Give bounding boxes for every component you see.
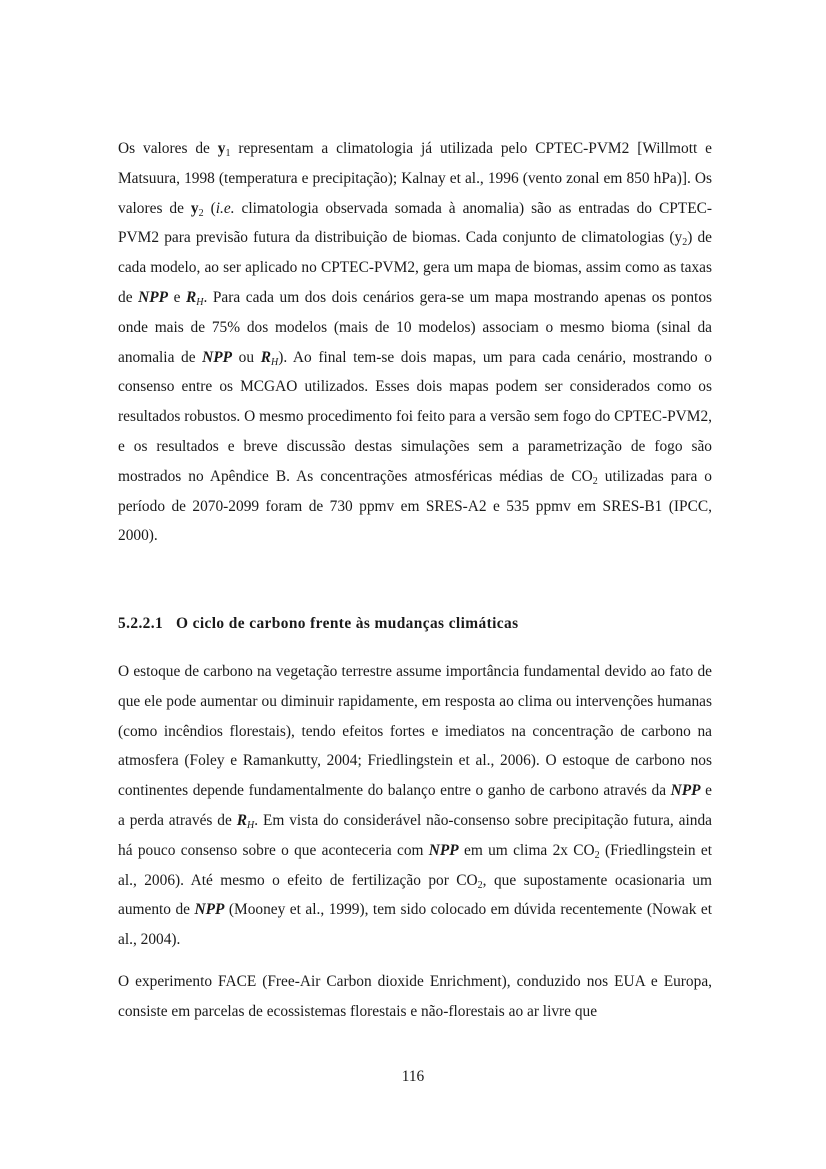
subscript: 1 [225,148,231,159]
subscript: H [270,356,279,368]
page-body [118,134,712,1027]
subscript: 2 [477,879,483,891]
term-npp: NPP [138,288,169,306]
text-run: . Para cada um dos dois cenários gera-se um mapa mostrando apenas os pontos onde mais de 75% dos modelos (mais de 10 modelos) associam o mesmo bioma (sinal da anomalia de [118,288,713,366]
subscript: H [246,819,255,831]
text-run: . Em vista do considerável não-consenso sobre precipitação futura, ainda há pouco consenso sobre o que aconteceria com [118,811,712,859]
text-run: ou [232,348,261,366]
text-run: ) de cada modelo, ao ser aplicado no CPTEC-PVM2, gera um mapa de biomas, assim como as taxas de [118,229,713,306]
term-rh: R [236,811,247,829]
text-run: e [168,288,186,306]
paragraph-carbon-stock [118,657,712,955]
text-run: representam a climatologia já utilizada pelo CPTEC-PVM2 [Willmott e Matsuura, 1998 (temperatura e precipitação); Kalnay et al., 1996 (vento zonal em 850 hPa)]. Os valores de [118,140,712,217]
term-rh: R [260,348,271,366]
term-npp: NPP [194,901,225,919]
subscript: 2 [592,475,598,487]
term-npp: NPP [202,348,233,366]
text-run: ). Ao final tem-se dois mapas, um para cada cenário, mostrando o consenso entre os MCGAO utilizados. Esses dois mapas podem ser considerados como os resultados robustos. O mesmo procedimento foi feito para a versão sem fogo do CPTEC-PVM2, e os resultados e breve discussão destas simulações sem a parametrização de fogo são mostrados no Apêndice B. As concentrações atmosféricas médias de CO [118,348,712,485]
paragraph-face-experiment [118,967,712,1027]
subscript: 2 [198,207,204,219]
subscript: 2 [682,237,688,249]
text-run: (Friedlingstein et al., 2006). Até mesmo o efeito de fertilização por CO [118,841,712,889]
page-number: 116 [401,1068,425,1085]
subscript: H [196,296,204,308]
text-run: O experimento FACE (Free-Air Carbon dioxide Enrichment), conduzido nos EUA e Europa, consiste em parcelas de ecossistemas florestais e não-florestais ao ar livre que [118,972,712,1020]
symbol-y2: y [190,199,199,217]
term-npp: NPP [670,782,701,800]
italic-ie: i.e. [215,199,235,217]
text-run: e a perda através de [118,782,712,829]
text-run: , que supostamente ocasionaria um aumento de [118,871,713,919]
section-title: O ciclo de carbono frente às mudanças climáticas [176,615,519,633]
text-run: utilizadas para o período de 2070-2099 foram de 730 ppmv em SRES-A2 e 535 ppmv em SRES-B1 (IPCC, 2000). [118,467,712,545]
text-run: (Mooney et al., 1999), tem sido colocado em dúvida recentemente (Nowak et al., 2004). [118,901,712,949]
section-number: 5.2.2.1 [118,615,164,633]
text-run: Os valores de [118,140,218,157]
term-npp: NPP [428,841,459,859]
symbol-y1: y [217,140,226,157]
term-rh: R [185,288,197,306]
paragraph-biome-methodology [118,134,712,551]
text-run: climatologia observada somada à anomalia) são as entradas do CPTEC-PVM2 para previsão futura da distribuição de biomas. Cada conjunto de climatologias (y [118,199,712,247]
text-run: ( [203,199,216,217]
subscript: 2 [594,849,600,861]
section-heading [118,609,712,639]
text-run: O estoque de carbono na vegetação terrestre assume importância fundamental devido ao fato de que ele pode aumentar ou diminuir rapidamente, em resposta ao clima ou intervenções humanas (como incêndios florestais), tendo efeitos fortes e imediatos na concentração de carbono na atmosfera (Foley e Ramankutty, 2004; Friedlingstein et al., 2006). O estoque de carbono nos continentes depende fundamentalmente do balanço entre o ganho de carbono através da [118,662,712,800]
text-run: em um clima 2x CO [458,841,595,859]
